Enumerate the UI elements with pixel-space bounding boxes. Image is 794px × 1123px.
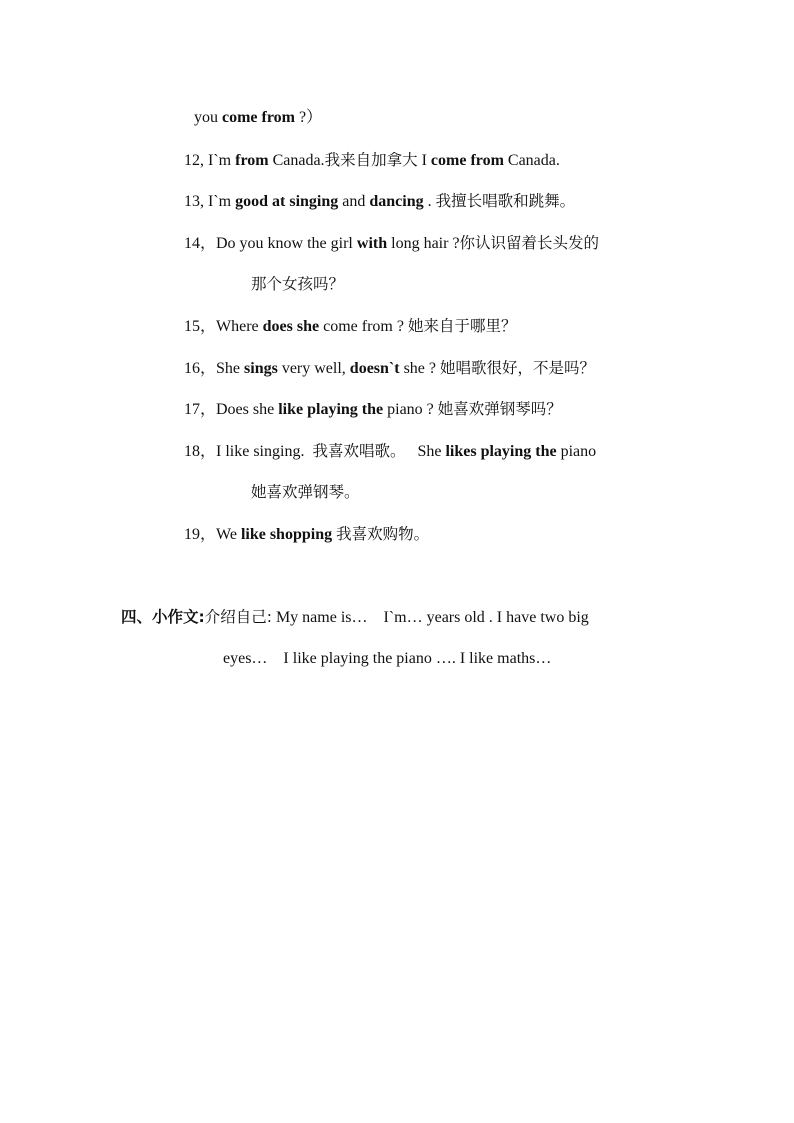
section-composition: 四、小作文:介绍自己: My name is… I`m… years old . I have two big [121, 608, 589, 626]
section-composition-continued: eyes… I like playing the piano …. I like maths… [223, 650, 552, 667]
sentence-14: 14，Do you know the girl with long hair ?你认识留着长头发的 [184, 234, 600, 252]
sentence-13: 13, I`m good at singing and dancing . 我擅长唱歌和跳舞。 [184, 192, 576, 210]
sentence-18-continued: 她喜欢弹钢琴。 [251, 483, 360, 501]
sentence-18: 18，I like singing. 我喜欢唱歌。 She likes playing the piano [184, 442, 597, 460]
sentence-14-continued: 那个女孩吗？ [251, 275, 345, 293]
sentence-17: 17，Does she like playing the piano ? 她喜欢弹钢琴吗？ [184, 400, 562, 418]
text-line-you-come-from: you come from ?） [194, 109, 323, 126]
sentence-15: 15，Where does she come from ? 她来自于哪里？ [184, 317, 517, 335]
sentence-12: 12, I`m from Canada.我来自加拿大 I come from Canada. [184, 151, 560, 169]
sentence-16: 16，She sings very well, doesn`t she ? 她唱歌很好，不是吗？ [184, 359, 596, 377]
sentence-19: 19，We like shopping 我喜欢购物。 [184, 525, 430, 543]
